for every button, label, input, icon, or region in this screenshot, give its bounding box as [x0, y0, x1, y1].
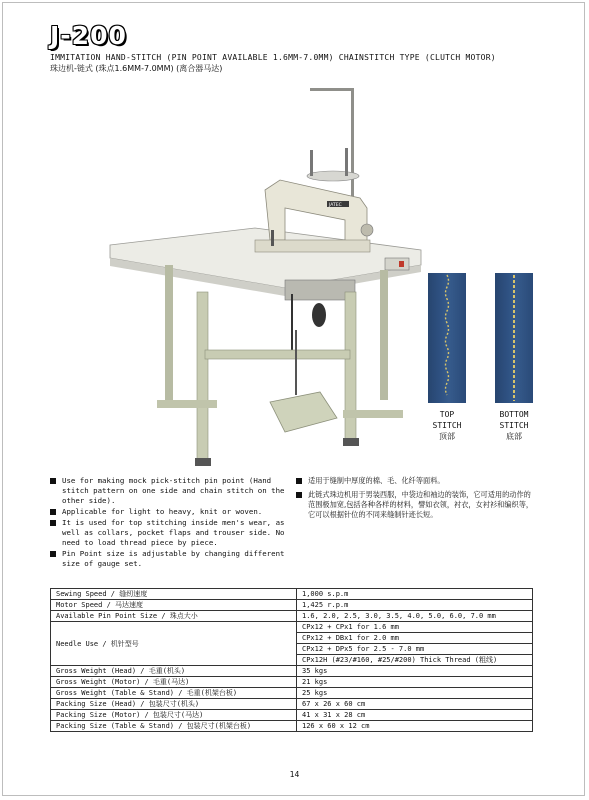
pick-stitch-seam	[446, 275, 449, 395]
leg-right-front	[345, 292, 356, 442]
spool-pin-right	[345, 148, 348, 176]
bullet-square-icon	[50, 509, 56, 515]
table-row	[51, 699, 533, 710]
spec-label: Needle Use / 机针型号	[51, 622, 297, 666]
top-stitch-label-2: STITCH	[432, 421, 462, 430]
spec-value: 35 kgs	[297, 666, 533, 677]
spec-value: 21 kgs	[297, 677, 533, 688]
spool-pin-left	[310, 150, 313, 176]
feature-item	[296, 476, 536, 486]
table-row	[51, 666, 533, 677]
spec-value: CPx12 + DPx5 for 2.5 - 7.0 mm	[297, 644, 533, 655]
feature-item	[50, 549, 285, 569]
foot-left	[195, 458, 211, 466]
treadle-pedal	[270, 392, 337, 432]
table-row	[51, 600, 533, 611]
top-stitch-label-cn: 顶部	[439, 432, 455, 441]
thread-stand-arm	[310, 88, 354, 91]
spec-label: Gross Weight (Motor) / 毛重(马达)	[51, 677, 297, 688]
leg-left-front	[197, 292, 208, 462]
cross-bar	[205, 350, 350, 359]
motor-belt	[291, 294, 293, 354]
feature-item	[50, 476, 285, 506]
specifications-table	[50, 588, 533, 732]
spec-label: Gross Weight (Table & Stand) / 毛重(机架台板)	[51, 688, 297, 699]
spec-value: 1,425 r.p.m	[297, 600, 533, 611]
bottom-stitch-swatch	[495, 273, 533, 403]
needle-bar	[271, 230, 274, 246]
spool-holder	[307, 171, 359, 181]
switch-box	[385, 258, 409, 270]
table-row	[51, 589, 533, 600]
machine-badge: JATEC	[329, 203, 342, 208]
subtitle-english: IMMITATION HAND-STITCH (PIN POINT AVAILABLE 1.6MM-7.0MM) CHAINSTITCH TYPE (CLUTCH MOTOR)	[50, 53, 496, 62]
handwheel	[361, 224, 373, 236]
sewing-machine-illustration	[105, 80, 425, 470]
bottom-stitch-label-2: STITCH	[499, 421, 529, 430]
motor-pulley	[312, 303, 326, 327]
spec-label: Packing Size (Table & Stand) / 包装尺寸(机架台板)	[51, 721, 297, 732]
feature-text: It is used for top stitching inside men's wear, as well as collars, pocket flaps and trouser side. No need to load thread piece by piece.	[62, 518, 285, 547]
bullet-square-icon	[50, 520, 56, 526]
feature-text: Pin Point size is adjustable by changing different size of gauge set.	[62, 549, 285, 568]
table-row	[51, 688, 533, 699]
feature-text: 此链式珠边机用于男装西服，中袋边和袖边的装饰，它可适用的动作的范围极加宽,包括各种各样的材料，譬如衣领，衬衣，女衬衫和编织等，它可以根据针位的不同来缝制针迹长短。	[308, 490, 534, 519]
spec-label: Gross Weight (Head) / 毛重(机头)	[51, 666, 297, 677]
model-title: J-200	[50, 21, 127, 50]
spec-value: 67 x 26 x 60 cm	[297, 699, 533, 710]
clutch-motor	[285, 280, 355, 300]
features-english	[50, 476, 285, 570]
table-row	[51, 677, 533, 688]
leg-left-back	[165, 265, 173, 405]
spec-label: Sewing Speed / 缝纫速度	[51, 589, 297, 600]
leg-right-back	[380, 270, 388, 400]
spec-label: Motor Speed / 马达速度	[51, 600, 297, 611]
spec-value: 25 kgs	[297, 688, 533, 699]
bullet-square-icon	[296, 478, 302, 484]
spec-value: CPx12 + CPx1 for 1.6 mm	[297, 622, 533, 633]
table-row	[51, 622, 533, 633]
spec-label: Packing Size (Head) / 包装尺寸(机头)	[51, 699, 297, 710]
subtitle-chinese: 珠边机-链式 (珠点1.6MM-7.0MM) (离合器马达)	[50, 64, 223, 73]
bottom-stitch-label-cn: 底部	[506, 432, 522, 441]
power-switch	[399, 261, 404, 267]
spec-value: 1.6, 2.0, 2.5, 3.0, 3.5, 4.0, 5.0, 6.0, 7.0 mm	[297, 611, 533, 622]
top-stitch-label-1: TOP	[439, 410, 455, 419]
table-row	[51, 710, 533, 721]
base-rail-right	[343, 410, 403, 418]
base-rail-left	[157, 400, 217, 408]
feature-item	[50, 518, 285, 548]
table-row	[51, 721, 533, 732]
bullet-square-icon	[50, 478, 56, 484]
spec-value: CPx12 + DBx1 for 2.0 mm	[297, 633, 533, 644]
spec-label: Packing Size (Motor) / 包装尺寸(马达)	[51, 710, 297, 721]
bullet-square-icon	[296, 492, 302, 498]
feature-text: Applicable for light to heavy, knit or woven.	[62, 507, 263, 516]
spec-value: 41 x 31 x 28 cm	[297, 710, 533, 721]
spec-value: CPx12H (#23/#160, #25/#200) Thick Thread (粗线)	[297, 655, 533, 666]
spec-value: 126 x 60 x 12 cm	[297, 721, 533, 732]
feature-item	[50, 507, 285, 517]
bottom-stitch-caption	[484, 409, 544, 442]
feature-text: Use for making mock pick-stitch pin point (Hand stitch pattern on one side and chain stitch on the other side).	[62, 476, 285, 505]
top-stitch-caption	[417, 409, 477, 442]
spec-label: Available Pin Point Size / 珠点大小	[51, 611, 297, 622]
features-chinese	[296, 476, 536, 524]
bullet-square-icon	[50, 551, 56, 557]
spec-value: 1,000 s.p.m	[297, 589, 533, 600]
feature-text: 适用于缝制中厚度的棉、毛、化纤等面料。	[308, 476, 445, 485]
table-row	[51, 611, 533, 622]
foot-right	[343, 438, 359, 446]
top-stitch-swatch	[428, 273, 466, 403]
pedal-rod	[295, 330, 297, 395]
page-number: 14	[289, 770, 300, 779]
bottom-stitch-label-1: BOTTOM	[499, 410, 529, 419]
feature-item	[296, 490, 536, 520]
